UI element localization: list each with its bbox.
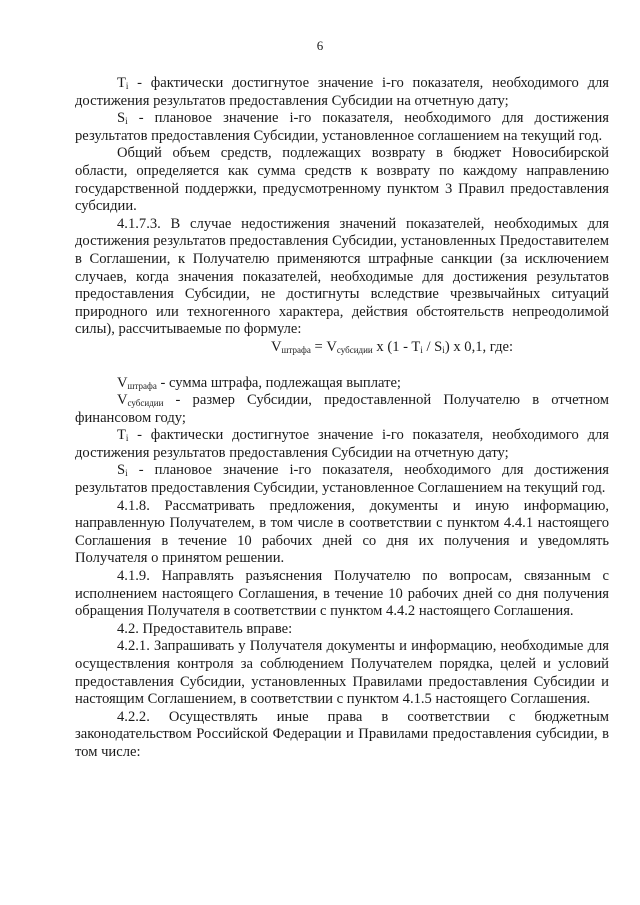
paragraph-si-definition-2: $S_i$ - плановое значение i-го показателя, необходимого для достижения результатов предоставления Субсидии, установленное Соглашением на текущий год. (75, 462, 609, 497)
paragraph-4-2-1: 4.2.1. Запрашивать у Получателя документы и информацию, необходимые для осуществления контроля за соблюдением Получателем порядка, целей и условий предоставления Субсидии, установленных Правилами предоставления Субсидии и настоящим Соглашением, в соответствии с пунктом 4.1.5 настоящего Соглашения. (75, 638, 609, 708)
blank-line (75, 357, 609, 375)
paragraph-ti-definition: $T_i$ - фактически достигнутое значение i-го показателя, необходимого для достижения результатов предоставления Субсидии на отчетную дату; (75, 75, 609, 109)
paragraph-4-1-7-3: 4.1.7.3. В случае недостижения значений показателей, необходимых для достижения результатов предоставления Субсидии, установленных Предоставителем в Соглашении, к Получателю применяются штрафные санкции (за исключением случаев, когда значения показателей, необходимые для достижения результатов предоставления Субсидии, не достигнуты вследствие чрезвычайных ситуаций природного или техногенного характера, действия обстоятельств непреодолимой силы), рассчитываемые по формуле: (75, 215, 609, 338)
paragraph-4-1-9: 4.1.9. Направлять разъяснения Получателю по вопросам, связанным с исполнением настоящего Соглашения, в течение 10 рабочих дней со дня получения обращения Получателя в соответствии с пунктом 4.4.2 настоящего Соглашения. (75, 568, 609, 620)
paragraph-4-2-2: 4.2.2. Осуществлять иные права в соответствии с бюджетным законодательством Российской Федерации и Правилами предоставления субсидии, в том числе: (75, 708, 609, 760)
paragraph-4-2: 4.2. Предоставитель вправе: (117, 620, 293, 637)
paragraph-si-definition: $S_i$ - плановое значение i-го показателя, необходимого для достижения результатов предоставления Субсидии, установленное соглашением на текущий год. (75, 110, 609, 144)
paragraph-v-penalty-definition: $V_{штрафа}$ - сумма штрафа, подлежащая выплате; (117, 374, 401, 391)
page-number: 6 (316, 38, 324, 53)
document-body (75, 75, 609, 762)
paragraph-ti-definition-2: $T_i$ - фактически достигнутое значение i-го показателя, необходимого для достижения результатов предоставления Субсидии на отчетную дату; (75, 427, 609, 461)
paragraph-total-return: Общий объем средств, подлежащих возврату в бюджет Новосибирской области, определяется как сумма средств к возврату по каждому направлению государственной поддержки, предусмотренному пунктом 3 Правил предоставления субсидии. (75, 145, 609, 215)
paragraph-v-subsidy-definition: $V_{субсидии}$ - размер Субсидии, предоставленной Получателю в отчетном финансовом году; (75, 392, 609, 426)
paragraph-4-1-8: 4.1.8. Рассматривать предложения, документы и иную информацию, направленную Получателем, в том числе в соответствии с пунктом 4.4.1 настоящего Соглашения в течение 10 рабочих дней со дня их получения и уведомлять Получателя о принятом решении. (75, 497, 609, 567)
penalty-formula: $V_{штрафа} = V_{субсидии}$ x $(1 - T_i / S_i)$ x 0,1, где: (270, 338, 514, 355)
